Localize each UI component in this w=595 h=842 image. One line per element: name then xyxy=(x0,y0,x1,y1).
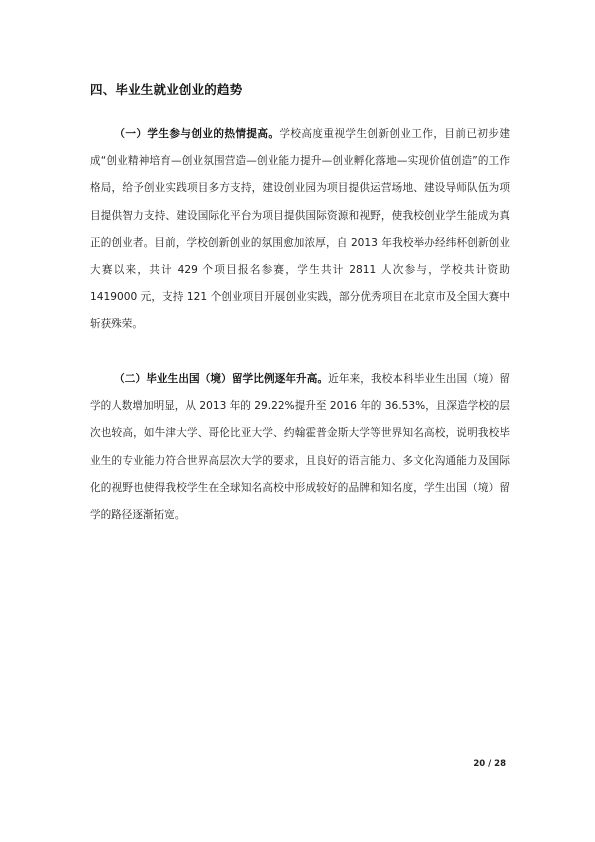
paragraph-student-entrepreneurship xyxy=(90,121,510,339)
page-number: 20 / 28 xyxy=(473,759,506,769)
paragraph-body: 学校高度重视学生创新创业工作，目前已初步建成“创业精神培育—创业氛围营造—创业能力提升—创业孵化落地—实现价值创造”的工作格局，给予创业实践项目多方支持，建设创业园为项目提供运营场地、建设导师队伍为项目提供智力支持、建设国际化平台为项目提供国际资源和视野，使我校创业学生能成为真正的创业者。目前，学校创新创业的氛围愈加浓厚，自 2013 年我校举办经纬杯创新创业大赛以来，共计 429 个项目报名参赛，学生共计 2811 人次参与，学校共计资助 1419000 元，支持 121 个创业项目开展创业实践，部分优秀项目在北京市及全国大赛中斩获殊荣。 xyxy=(90,128,510,331)
paragraph-body: 近年来，我校本科毕业生出国（境）留学的人数增加明显，从 2013 年的 29.22%提升至 2016 年的 36.53%，且深造学校的层次也较高，如牛津大学、哥伦比亚大学、约翰霍普金斯大学等世界知名高校，说明我校毕业生的专业能力符合世界高层次大学的要求，且良好的语言能力、多文化沟通能力及国际化的视野也使得我校学生在全球知名高校中形成较好的品牌和知名度，学生出国（境）留学的路径逐渐拓宽。 xyxy=(90,373,511,522)
paragraph-lead: （二）毕业生出国（境）留学比例逐年升高。 xyxy=(114,373,329,385)
paragraph-lead: （一）学生参与创业的热情提高。 xyxy=(114,128,280,140)
paragraph-study-abroad xyxy=(90,366,510,529)
section-heading: 四、毕业生就业创业的趋势 xyxy=(90,82,243,97)
